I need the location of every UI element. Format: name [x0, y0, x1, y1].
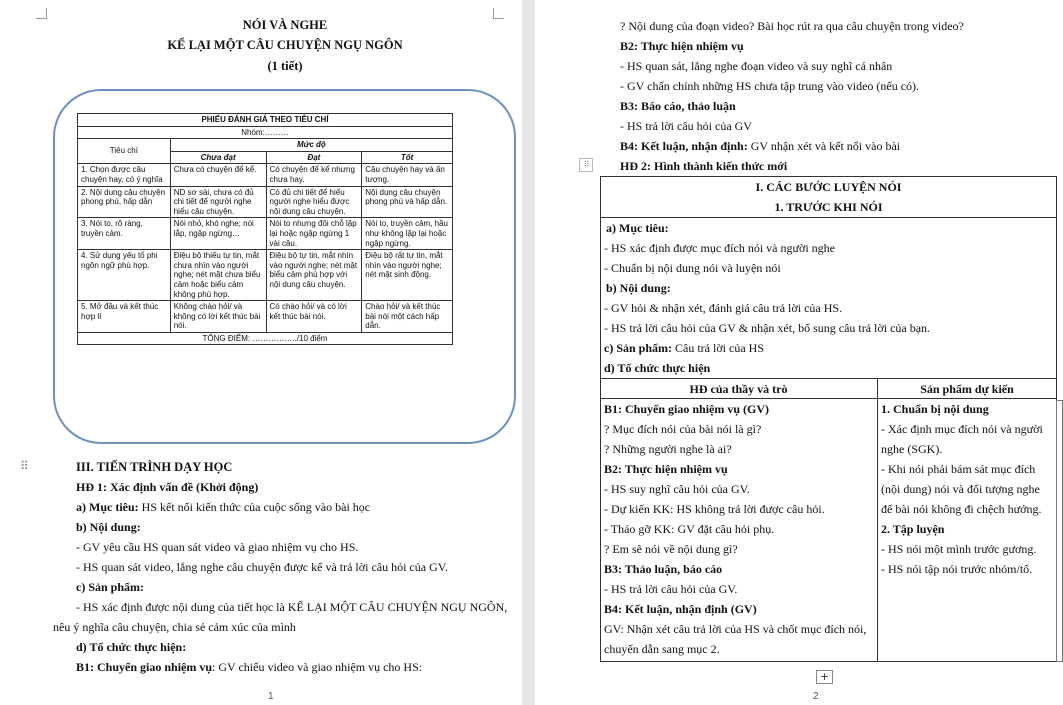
- product-label: c) Sản phẩm:: [604, 341, 673, 355]
- content-line: - GV hỏi & nhận xét, đánh giá câu trả lời của HS.: [604, 301, 843, 315]
- task-text: : GV chiếu video và giao nhiệm vụ cho HS:: [212, 660, 423, 674]
- activity-heading: HĐ 1: Xác định vấn đề (Khởi động): [76, 480, 259, 494]
- lesson-subtitle: KỂ LẠI MỘT CÂU CHUYỆN NGỤ NGÔN: [167, 38, 403, 52]
- rubric-total: TỔNG ĐIỂM: ……………../10 điểm: [78, 332, 453, 345]
- rubric-cell: Điệu bộ thiếu tự tin, mắt chưa nhìn vào người nghe; nét mặt chưa biểu cảm hoặc biểu cảm không phù hợp.: [170, 250, 266, 301]
- table-cell-line: 1. Chuẩn bị nội dung: [881, 402, 989, 416]
- task-label: B1: Chuyển giao nhiệm vụ: [76, 660, 213, 674]
- table-cell-line: ? Những người nghe là ai?: [604, 442, 732, 456]
- page-gap: [522, 0, 535, 705]
- table-title: I. CÁC BƯỚC LUYỆN NÓI: [755, 180, 902, 194]
- rubric-row: [78, 301, 453, 333]
- step-heading: B3: Báo cáo, thảo luận: [620, 99, 736, 113]
- rubric-cell: Chào hỏi/ và kết thúc bài nói một cách hấp dẫn.: [362, 301, 453, 333]
- rubric-cell: Nội dung câu chuyện phong phú và hấp dẫn.: [362, 186, 453, 218]
- table-cell-line: GV: Nhận xét câu trả lời của HS và chốt mục đích nói,: [604, 622, 867, 636]
- step-line: - HS trả lời câu hỏi của GV: [620, 119, 752, 133]
- content-line: - HS quan sát video, lắng nghe câu chuyện được kể và trả lời câu hỏi của GV.: [76, 560, 448, 574]
- resize-bar[interactable]: [1056, 400, 1063, 662]
- table-cell-line: ? Mục đích nói của bài nói là gì?: [604, 422, 762, 436]
- rubric-cell: Điệu bộ rất tự tin, mắt nhìn vào người nghe; nét mặt sinh động.: [362, 250, 453, 301]
- table-cell-line: - HS nói một mình trước gương.: [881, 542, 1037, 556]
- table-cell-line: B4: Kết luận, nhận định (GV): [604, 602, 757, 616]
- column-header-products: Sản phẩm dự kiến: [920, 382, 1014, 396]
- rubric-cell: Chưa có chuyện để kể.: [170, 164, 266, 186]
- objective-line: - HS xác định được mục đích nói và người nghe: [604, 241, 835, 255]
- table-cell-line: ? Em sẽ nói về nội dung gì?: [604, 542, 738, 556]
- rubric-cell: Nói nhỏ, khó nghe; nói lắp, ngập ngừng…: [170, 218, 266, 250]
- rubric-row: [78, 218, 453, 250]
- rubric-cell: Có chuyện để kể nhưng chưa hay.: [266, 164, 362, 186]
- rubric-cell: ND sơ sài, chưa có đủ chi tiết để người nghe hiểu câu chuyện.: [170, 186, 266, 218]
- rubric-level-0: Chưa đạt: [170, 151, 266, 164]
- product-heading: c) Sản phẩm:: [76, 580, 145, 594]
- rubric-cell: Điệu bộ tự tin, mắt nhìn vào người nghe; nét mặt biểu cảm phù hợp với nội dung câu chuyện.: [266, 250, 362, 301]
- lesson-duration: (1 tiết): [267, 59, 303, 73]
- rubric-row: [78, 186, 453, 218]
- table-cell-line: - Khi nói phải bám sát mục đích: [881, 462, 1036, 476]
- drag-handle-icon[interactable]: ⠿: [20, 459, 28, 473]
- table-cell-line: B1: Chuyển giao nhiệm vụ (GV): [604, 402, 770, 416]
- section-heading: III. TIẾN TRÌNH DẠY HỌC: [76, 460, 233, 474]
- product-line: [604, 340, 764, 356]
- organize-heading: d) Tổ chức thực hiện:: [76, 640, 187, 654]
- table-cell-line: - HS nói tập nói trước nhóm/tổ.: [881, 562, 1033, 576]
- rubric-cell: Có đủ chi tiết để hiểu người nghe hiểu được nội dung câu chuyện.: [266, 186, 362, 218]
- rubric-cell: Có chào hỏi/ và có lời kết thúc bài nói.: [266, 301, 362, 333]
- table-cell-line: 2. Tập luyện: [881, 522, 945, 536]
- rubric-cell: 5. Mở đầu và kết thúc hợp lí: [78, 301, 171, 333]
- organize-heading: d) Tổ chức thực hiện: [604, 361, 711, 375]
- rubric-cell: Nói to, truyền cảm, hầu như không lặp lại hoặc ngập ngừng.: [362, 218, 453, 250]
- activity-heading: HĐ 2: Hình thành kiến thức mới: [620, 159, 788, 173]
- rubric-cell: Không chào hỏi/ và không có lời kết thúc bài nói.: [170, 301, 266, 333]
- rubric-cell: 4. Sử dụng yếu tố phi ngôn ngữ phù hợp.: [78, 250, 171, 301]
- content-heading: b) Nội dung:: [76, 520, 141, 534]
- step-line: [620, 138, 900, 154]
- content-line: - HS trả lời câu hỏi của GV & nhận xét, bổ sung câu trả lời của bạn.: [604, 321, 931, 335]
- table-divider: [600, 217, 1057, 218]
- step-line: - HS quan sát, lắng nghe đoạn video và suy nghĩ cá nhân: [620, 59, 893, 73]
- table-cell-line: - Dự kiến KK: HS không trả lời được câu hỏi.: [604, 502, 825, 516]
- objective-line: [76, 499, 370, 515]
- question-line: ? Nội dung của đoạn video? Bài học rút ra qua câu chuyện trong video?: [620, 19, 964, 33]
- content-heading: b) Nội dung:: [606, 281, 671, 295]
- table-cell-line: nghe (SGK).: [881, 442, 943, 456]
- table-cell-line: - Xác định mục đích nói và người: [881, 422, 1043, 436]
- table-cell-line: để bài nói không đi chệch hướng.: [881, 502, 1042, 516]
- table-divider: [600, 378, 1057, 379]
- rubric-cell: 1. Chọn được câu chuyện hay, có ý nghĩa: [78, 164, 171, 186]
- table-cell-line: B3: Thảo luận, báo cáo: [604, 562, 723, 576]
- rubric-cell: Câu chuyện hay và ấn tượng.: [362, 164, 453, 186]
- table-cell-line: B2: Thực hiện nhiệm vụ: [604, 462, 728, 476]
- rubric-title: PHIẾU ĐÁNH GIÁ THEO TIÊU CHÍ: [78, 114, 453, 127]
- evaluation-rubric-table: [77, 113, 453, 345]
- table-cell-line: - Tháo gỡ KK: GV đặt câu hỏi phụ.: [604, 522, 775, 536]
- objective-heading: a) Mục tiêu:: [606, 221, 669, 235]
- rubric-row: [78, 250, 453, 301]
- content-line: - GV yêu cầu HS quan sát video và giao nhiệm vụ cho HS.: [76, 540, 359, 554]
- rubric-criteria-header: Tiêu chí: [78, 139, 171, 164]
- objective-label: a) Mục tiêu:: [76, 500, 139, 514]
- page-number: 1: [268, 691, 274, 702]
- table-divider: [877, 378, 878, 662]
- document-page-2: [535, 0, 1063, 705]
- rubric-cell: 2. Nội dung câu chuyện phong phú, hấp dẫn: [78, 186, 171, 218]
- table-cell-line: - HS trả lời câu hỏi của GV.: [604, 582, 738, 596]
- table-cell-line: - HS suy nghĩ câu hỏi của GV.: [604, 482, 750, 496]
- step-label: B4: Kết luận, nhận định:: [620, 139, 748, 153]
- step-text: GV nhận xét và kết nối vào bài: [747, 139, 901, 153]
- step-line: - GV chấn chỉnh những HS chưa tập trung vào video (nếu có).: [620, 79, 920, 93]
- table-cell-line: chuyển dẫn sang mục 2.: [604, 642, 720, 656]
- lesson-title: NÓI VÀ NGHE: [242, 18, 328, 32]
- column-header-activities: HĐ của thầy và trò: [689, 382, 788, 396]
- table-subtitle: 1. TRƯỚC KHI NÓI: [774, 200, 883, 214]
- task-line: [76, 659, 422, 675]
- table-divider: [600, 398, 1057, 399]
- rubric-level-2: Tốt: [362, 151, 453, 164]
- rubric-group: Nhóm:………: [78, 126, 453, 139]
- objective-text: HS kết nối kiến thức của cuộc sống vào bài học: [138, 500, 371, 514]
- objective-line: - Chuẩn bị nội dung nói và luyện nói: [604, 261, 781, 275]
- add-row-button[interactable]: +: [816, 670, 833, 684]
- page-number: 2: [813, 691, 819, 702]
- rubric-level-1: Đạt: [266, 151, 362, 164]
- document-page-1: [0, 0, 522, 705]
- table-move-handle-icon[interactable]: ⠿: [579, 158, 593, 172]
- step-heading: B2: Thực hiện nhiệm vụ: [620, 39, 744, 53]
- rubric-cell: 3. Nói to, rõ ràng, truyền cảm.: [78, 218, 171, 250]
- table-cell-line: (nội dung) nói và đối tượng nghe: [881, 482, 1040, 496]
- rubric-level-header: Mức độ: [170, 139, 452, 152]
- product-text: Câu trả lời của HS: [672, 341, 765, 355]
- product-line: - HS xác định được nội dung của tiết học là KỂ LẠI MỘT CÂU CHUYỆN NGỤ NGÔN,: [76, 600, 508, 614]
- rubric-cell: Nói to nhưng đôi chỗ lặp lại hoặc ngập ngừng 1 vài câu.: [266, 218, 362, 250]
- rubric-row: [78, 164, 453, 186]
- product-line: nêu ý nghĩa câu chuyện, chia sẻ cảm xúc của mình: [53, 620, 296, 634]
